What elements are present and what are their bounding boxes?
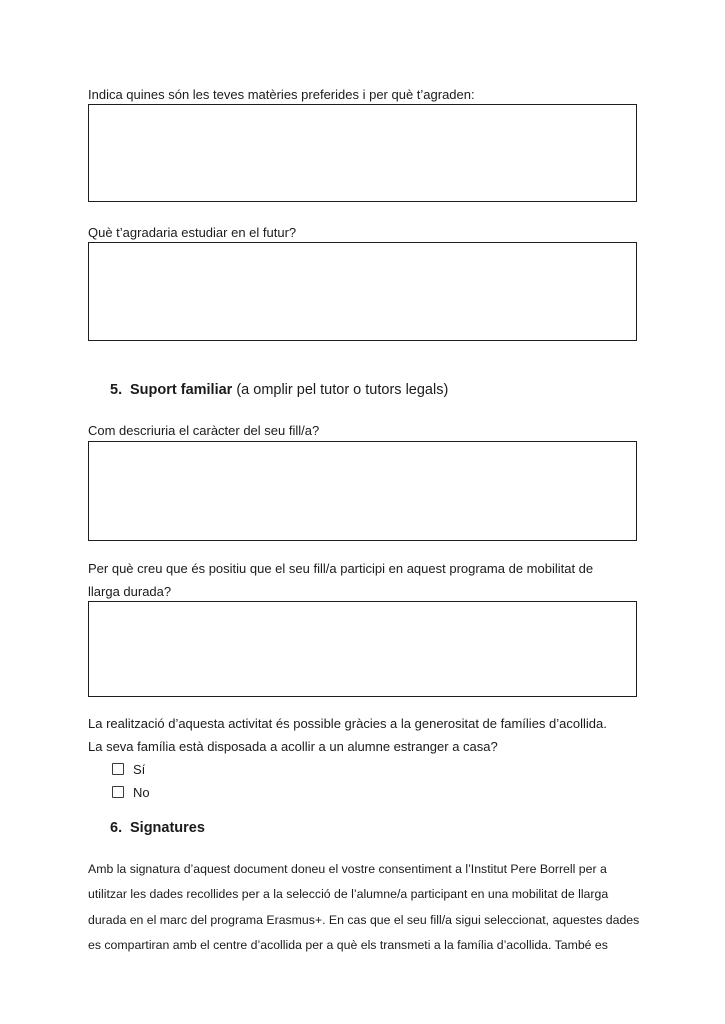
checkbox-no[interactable] [112,786,124,798]
host-family-question [88,712,637,758]
consent-line1: Amb la signatura d’aquest document doneu el vostre consentiment a l’Institut Pere Borrell per a [88,862,607,876]
section-number: 6. [110,820,123,836]
checkbox-si-label: Sí [133,761,146,777]
answer-box-caracter[interactable] [88,441,637,541]
section-title: Suport familiar [130,382,233,398]
section-subtitle: (a omplir pel tutor o tutors legals) [236,382,449,398]
question-label-materies: Indica quines són les teves matèries preferides i per què t’agraden: [88,87,475,102]
checkbox-row-no[interactable] [112,781,312,803]
question-label-positiu [88,557,637,603]
section-title: Signatures [130,820,205,836]
question-label-positiu-line2: llarga durada? [88,584,172,599]
consent-line2: utilitzar les dades recollides per a la selecció de l’alumne/a participant en una mobilitat de llarga [88,887,609,902]
section-heading-suport-familiar [110,380,659,400]
consent-paragraph [88,857,640,958]
answer-box-materies[interactable] [88,104,637,202]
question-label-futur: Què t’agradaria estudiar en el futur? [88,225,297,240]
host-family-question-line1: La realització d’aquesta activitat és possible gràcies a la generositat de famílies d’acollida. [88,716,607,731]
question-label-caracter: Com descriuria el caràcter del seu fill/a? [88,423,320,438]
checkbox-si[interactable] [112,763,124,775]
checkbox-no-label: No [133,784,150,800]
consent-line3: durada en el marc del programa Erasmus+. En cas que el seu fill/a sigui seleccionat, aquestes dades [88,912,640,927]
checkbox-row-si[interactable] [112,758,312,780]
host-family-question-line2: La seva família està disposada a acollir a un alumne estranger a casa? [88,739,498,754]
answer-box-positiu[interactable] [88,601,637,697]
section-heading-signatures [110,818,659,838]
consent-line4: es compartiran amb el centre d’acollida per a què els transmeti a la família d’acollida. També es [88,937,608,952]
answer-box-futur[interactable] [88,242,637,341]
section-number: 5. [110,382,123,398]
question-label-positiu-line1: Per què creu que és positiu que el seu fill/a participi en aquest programa de mobilitat de [88,561,594,576]
